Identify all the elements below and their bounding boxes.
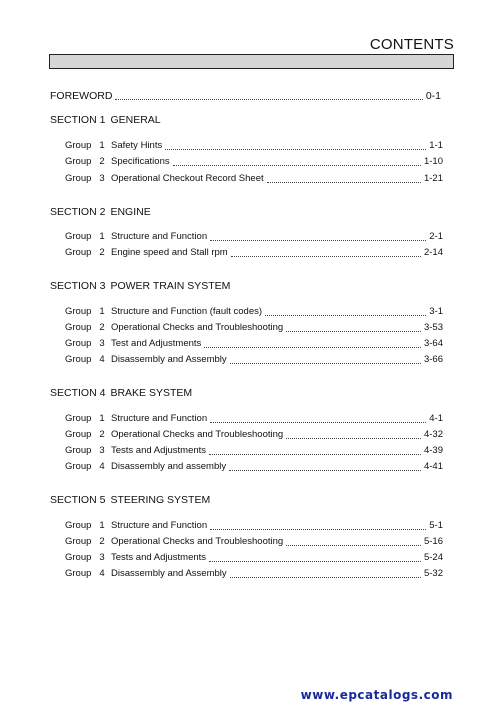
dot-leader <box>265 315 426 316</box>
group-number: 2 <box>99 156 105 167</box>
entry-page: 1-21 <box>423 173 443 184</box>
entry-title: Disassembly and assembly <box>111 461 227 472</box>
section-name: GENERAL <box>110 114 161 126</box>
entry-page: 1-10 <box>423 156 443 167</box>
toc-entry[interactable] <box>65 413 443 425</box>
section-name: BRAKE SYSTEM <box>110 387 193 399</box>
entry-page: 5-1 <box>429 520 443 531</box>
entry-title: Specifications <box>111 156 170 167</box>
toc-entry[interactable] <box>65 568 443 580</box>
group-label: Group <box>65 247 92 258</box>
section-heading <box>50 280 230 293</box>
dot-leader <box>286 331 421 332</box>
dot-leader <box>209 454 421 455</box>
group-label: Group <box>65 429 92 440</box>
dot-leader <box>209 561 421 562</box>
group-label: Group <box>65 413 92 424</box>
foreword-page: 0-1 <box>425 90 441 102</box>
toc-entry[interactable] <box>65 306 443 318</box>
entry-title: Operational Checks and Troubleshooting <box>111 536 284 547</box>
group-number: 2 <box>99 322 105 333</box>
group-label: Group <box>65 338 92 349</box>
group-label: Group <box>65 461 92 472</box>
toc-entry[interactable] <box>65 461 443 473</box>
section-name: POWER TRAIN SYSTEM <box>110 280 231 292</box>
group-number: 3 <box>99 338 105 349</box>
entry-title: Structure and Function (fault codes) <box>111 306 263 317</box>
group-number: 3 <box>99 552 105 563</box>
toc-entry[interactable] <box>65 338 443 350</box>
entry-title: Disassembly and Assembly <box>111 568 227 579</box>
foreword-label: FOREWORD <box>50 90 113 102</box>
dot-leader <box>286 545 421 546</box>
group-label: Group <box>65 520 92 531</box>
group-label: Group <box>65 322 92 333</box>
entry-title: Operational Checks and Troubleshooting <box>111 322 284 333</box>
dot-leader <box>165 149 426 150</box>
dot-leader <box>229 470 421 471</box>
group-number: 2 <box>99 429 105 440</box>
dot-leader <box>210 240 426 241</box>
section-number: SECTION 5 <box>50 494 106 506</box>
group-number: 4 <box>99 568 105 579</box>
toc-entry[interactable] <box>65 173 443 185</box>
section-heading <box>50 114 161 127</box>
group-number: 1 <box>99 231 105 242</box>
section-heading <box>50 387 192 400</box>
entry-page: 4-32 <box>423 429 443 440</box>
entry-title: Structure and Function <box>111 231 208 242</box>
entry-page: 2-14 <box>423 247 443 258</box>
page-title: CONTENTS <box>369 36 454 53</box>
entry-title: Disassembly and Assembly <box>111 354 227 365</box>
toc-entry[interactable] <box>65 520 443 532</box>
section-number: SECTION 1 <box>50 114 106 126</box>
group-label: Group <box>65 568 92 579</box>
entry-title: Operational Checkout Record Sheet <box>111 173 264 184</box>
group-label: Group <box>65 552 92 563</box>
group-label: Group <box>65 306 92 317</box>
toc-entry[interactable] <box>65 552 443 564</box>
toc-entry[interactable] <box>65 247 443 259</box>
section-heading <box>50 206 151 219</box>
group-number: 4 <box>99 461 105 472</box>
group-number: 4 <box>99 354 105 365</box>
group-number: 3 <box>99 445 105 456</box>
section-heading <box>50 494 210 507</box>
toc-entry[interactable] <box>65 354 443 366</box>
group-label: Group <box>65 156 92 167</box>
entry-page: 1-1 <box>429 140 443 151</box>
dot-leader <box>230 363 421 364</box>
entry-page: 3-53 <box>423 322 443 333</box>
dot-leader <box>286 438 421 439</box>
entry-page: 2-1 <box>429 231 443 242</box>
entry-page: 3-1 <box>429 306 443 317</box>
toc-entry[interactable] <box>65 322 443 334</box>
entry-page: 5-16 <box>423 536 443 547</box>
entry-page: 3-64 <box>423 338 443 349</box>
group-label: Group <box>65 536 92 547</box>
toc-entry[interactable] <box>65 429 443 441</box>
group-number: 1 <box>99 140 105 151</box>
group-number: 1 <box>99 520 105 531</box>
dot-leader <box>231 256 421 257</box>
group-number: 2 <box>99 536 105 547</box>
group-label: Group <box>65 173 92 184</box>
dot-leader <box>267 182 421 183</box>
dot-leader <box>173 165 421 166</box>
dot-leader <box>230 577 421 578</box>
entry-page: 4-1 <box>429 413 443 424</box>
entry-page: 5-32 <box>423 568 443 579</box>
entry-page: 3-66 <box>423 354 443 365</box>
entry-title: Tests and Adjustments <box>111 552 207 563</box>
foreword-entry[interactable] <box>50 90 441 102</box>
group-label: Group <box>65 140 92 151</box>
group-label: Group <box>65 231 92 242</box>
entry-title: Structure and Function <box>111 520 208 531</box>
section-name: ENGINE <box>110 206 151 218</box>
group-number: 2 <box>99 247 105 258</box>
entry-page: 5-24 <box>423 552 443 563</box>
section-name: STEERING SYSTEM <box>110 494 211 506</box>
section-number: SECTION 2 <box>50 206 106 218</box>
section-number: SECTION 4 <box>50 387 106 399</box>
toc-entry[interactable] <box>65 231 443 243</box>
group-number: 1 <box>99 306 105 317</box>
title-bar <box>49 54 454 69</box>
entry-title: Safety Hints <box>111 140 163 151</box>
toc-entry[interactable] <box>65 536 443 548</box>
entry-title: Operational Checks and Troubleshooting <box>111 429 284 440</box>
toc-entry[interactable] <box>65 445 443 457</box>
section-number: SECTION 3 <box>50 280 106 292</box>
entry-page: 4-41 <box>423 461 443 472</box>
entry-title: Test and Adjustments <box>111 338 202 349</box>
group-number: 3 <box>99 173 105 184</box>
dot-leader <box>210 422 426 423</box>
group-number: 1 <box>99 413 105 424</box>
toc-entry[interactable] <box>65 140 443 152</box>
dot-leader <box>204 347 421 348</box>
group-label: Group <box>65 354 92 365</box>
entry-title: Engine speed and Stall rpm <box>111 247 228 258</box>
entry-title: Tests and Adjustments <box>111 445 207 456</box>
toc-entry[interactable] <box>65 156 443 168</box>
entry-title: Structure and Function <box>111 413 208 424</box>
watermark: www.epcatalogs.com <box>300 688 453 702</box>
dot-leader <box>115 99 422 100</box>
entry-page: 4-39 <box>423 445 443 456</box>
group-label: Group <box>65 445 92 456</box>
dot-leader <box>210 529 426 530</box>
